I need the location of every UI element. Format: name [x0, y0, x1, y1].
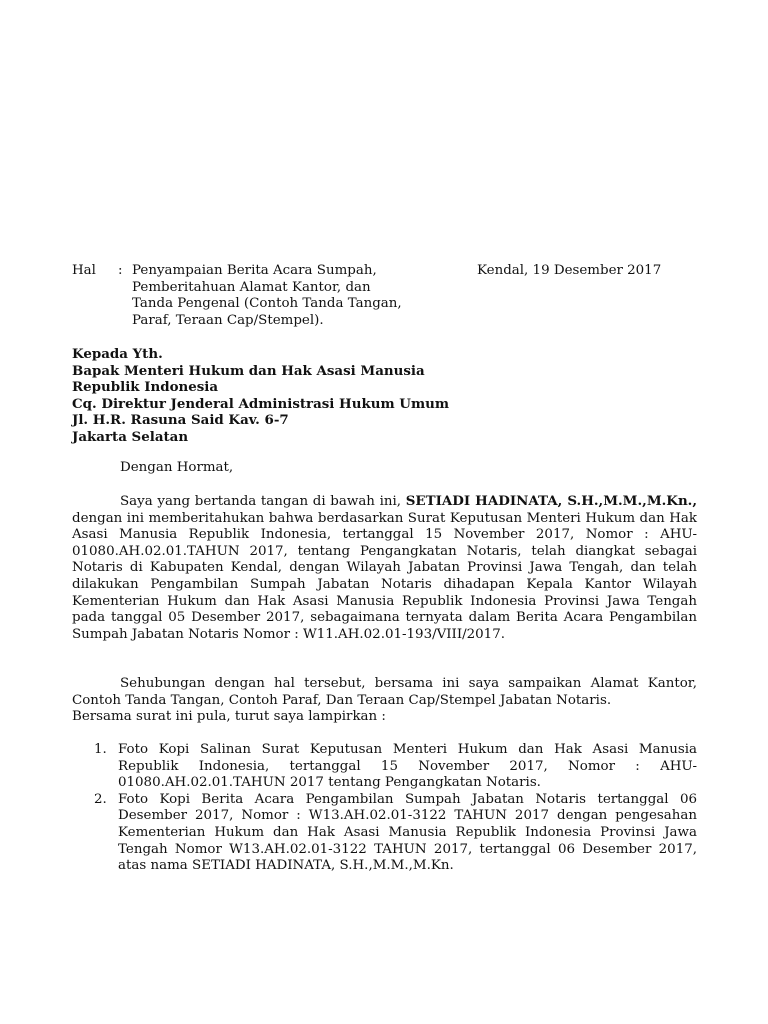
paragraph-text: Sehubungan dengan hal tersebut, bersama ini saya sampaikan Alamat Kantor, Contoh Tanda Tangan, Contoh Paraf, Dan Teraan Cap/Stempel Jabatan Notaris. — [72, 676, 697, 708]
subject-line: Pemberitahuan Alamat Kantor, dan — [132, 279, 371, 295]
subject-line: Tanda Pengenal (Contoh Tanda Tangan, — [132, 296, 402, 312]
addressee-line: Republik Indonesia — [72, 379, 219, 396]
subject-label: Hal — [72, 263, 96, 278]
list-item — [72, 792, 697, 875]
addressee-line: Jakarta Selatan — [72, 428, 189, 445]
list-item-text: Foto Kopi Salinan Surat Keputusan Menteri Hukum dan Hak Asasi Manusia Republik Indonesia, tertanggal 15 November 2017, Nomor : AHU-01080.AH.02.01.TAHUN 2017 tentang Pengangkatan Notaris. — [118, 742, 697, 791]
addressee-line: Kepada Yth. — [72, 346, 163, 362]
addressee-block — [72, 346, 672, 446]
letter-date: Kendal, 19 Desember 2017 — [477, 263, 662, 278]
signatory-name: SETIADI HADINATA, S.H.,M.M.,M.Kn., — [405, 493, 698, 509]
attachments-list — [72, 742, 697, 875]
body-paragraph-1 — [72, 493, 697, 643]
subject-line: Penyampaian Berita Acara Sumpah, — [132, 263, 377, 278]
list-item-number: 2. — [94, 791, 107, 807]
addressee-line: Bapak Menteri Hukum dan Hak Asasi Manusia — [72, 362, 425, 379]
addressee-line: Jl. H.R. Rasuna Said Kav. 6-7 — [72, 412, 289, 429]
subject-lines — [132, 263, 462, 329]
list-item — [72, 742, 697, 792]
body-paragraph-2 — [72, 676, 697, 709]
subject-colon: : — [118, 263, 123, 278]
greeting: Dengan Hormat, — [120, 460, 234, 475]
list-item-text: Foto Kopi Berita Acara Pengambilan Sumpah Jabatan Notaris tertanggal 06 Desember 2017, Nomor : W13.AH.02.01-3122 TAHUN 2017 dengan pengesahan Kementerian Hukum dan Hak Asasi Manusia Republik Indonesia Provinsi Jawa Tengah Nomor W13.AH.02.01-3122 TAHUN 2017, tertanggal 06 Desember 2017, atas nama SETIADI HADINATA, S.H.,M.M.,M.Kn. — [118, 791, 697, 874]
addressee-line: Cq. Direktur Jenderal Administrasi Hukum Umum — [72, 395, 450, 412]
list-item-number: 1. — [94, 742, 107, 757]
subject-line: Paraf, Teraan Cap/Stempel). — [132, 312, 324, 328]
paragraph-text-intro: Saya yang bertanda tangan di bawah ini, — [120, 494, 406, 509]
attachments-intro: Bersama surat ini pula, turut saya lampirkan : — [72, 709, 386, 724]
paragraph-text-rest: dengan ini memberitahukan bahwa berdasarkan Surat Keputusan Menteri Hukum dan Hak Asasi Manusia Republik Indonesia, tertanggal 15 November 2017, Nomor : AHU-01080.AH.02.01.TAHUN 2017, tentang Pengangkatan Notaris, telah diangkat sebagai Notaris di Kabupaten Kendal, dengan Wilayah Jabatan Provinsi Jawa Tengah, dan telah dilakukan Pengambilan Sumpah Jabatan Notaris dihadapan Kepala Kantor Wilayah Kementerian Hukum dan Hak Asasi Manusia Republik Indonesia Provinsi Jawa Tengah pada tanggal 05 Desember 2017, sebagaimana ternyata dalam Berita Acara Pengambilan Sumpah Jabatan Notaris Nomor : W11.AH.02.01-193/VIII/2017. — [72, 510, 697, 642]
paragraph-text — [72, 493, 697, 643]
